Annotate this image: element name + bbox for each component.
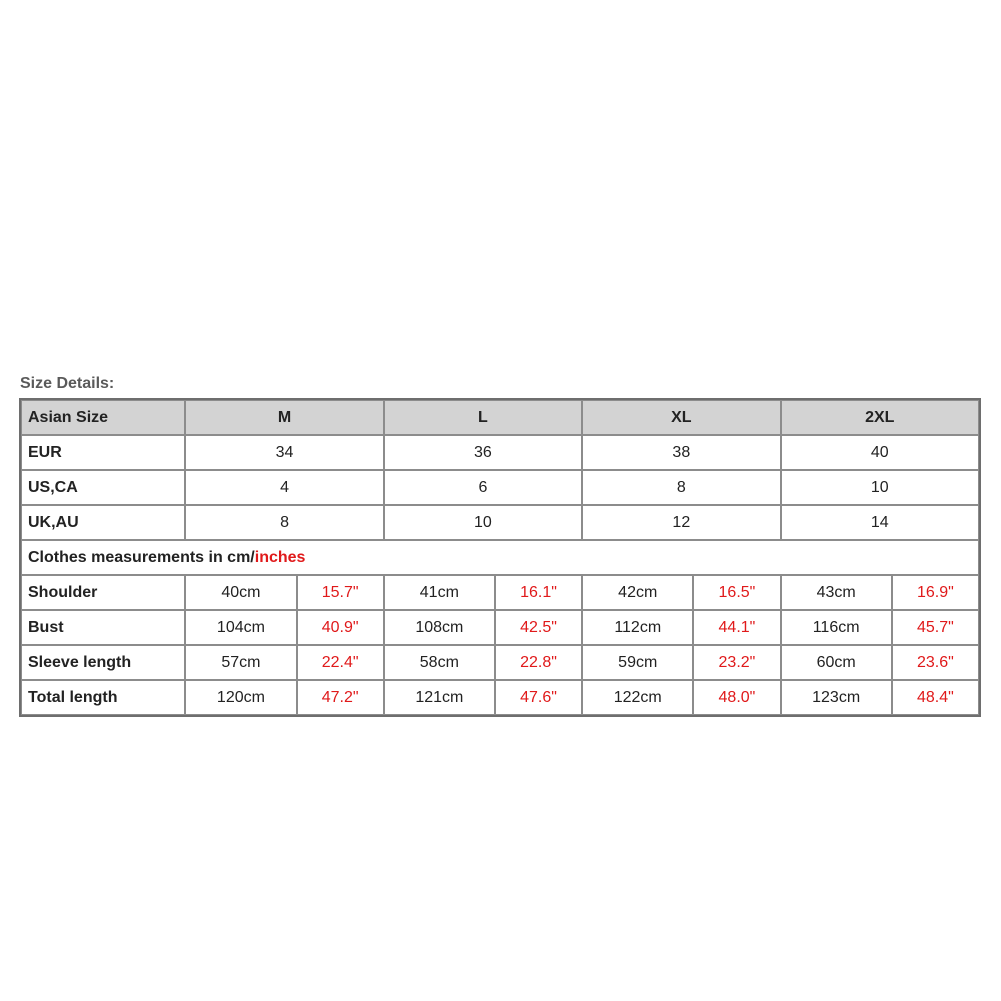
measurement-row xyxy=(21,575,979,610)
table-cell: 8 xyxy=(582,470,780,505)
cm-cell: 122cm xyxy=(582,680,693,715)
table-cell: 12 xyxy=(582,505,780,540)
cm-cell: 59cm xyxy=(582,645,693,680)
size-header-cell: L xyxy=(384,400,582,435)
cm-cell: 43cm xyxy=(781,575,892,610)
size-header-cell: 2XL xyxy=(781,400,979,435)
measurement-row xyxy=(21,680,979,715)
measurement-row xyxy=(21,610,979,645)
region-row xyxy=(21,435,979,470)
cm-cell: 121cm xyxy=(384,680,495,715)
size-header-cell: XL xyxy=(582,400,780,435)
row-label: Total length xyxy=(21,680,185,715)
inch-cell: 15.7" xyxy=(297,575,384,610)
row-label: US,CA xyxy=(21,470,185,505)
cm-cell: 57cm xyxy=(185,645,296,680)
table-cell: 40 xyxy=(781,435,979,470)
inch-cell: 16.1" xyxy=(495,575,582,610)
inch-cell: 47.2" xyxy=(297,680,384,715)
page-title: Size Details: xyxy=(20,375,115,392)
inch-cell: 23.2" xyxy=(693,645,780,680)
table-cell: 6 xyxy=(384,470,582,505)
inch-cell: 47.6" xyxy=(495,680,582,715)
section-row xyxy=(21,540,979,575)
cm-cell: 120cm xyxy=(185,680,296,715)
size-header-cell: M xyxy=(185,400,383,435)
size-chart-table xyxy=(19,398,981,717)
cm-cell: 112cm xyxy=(582,610,693,645)
inch-cell: 16.9" xyxy=(892,575,979,610)
inch-cell: 16.5" xyxy=(693,575,780,610)
cm-cell: 60cm xyxy=(781,645,892,680)
table-cell: 36 xyxy=(384,435,582,470)
row-label: Bust xyxy=(21,610,185,645)
cm-cell: 108cm xyxy=(384,610,495,645)
inch-cell: 22.8" xyxy=(495,645,582,680)
measurement-row xyxy=(21,645,979,680)
cm-cell: 123cm xyxy=(781,680,892,715)
inch-cell: 42.5" xyxy=(495,610,582,645)
cm-cell: 58cm xyxy=(384,645,495,680)
header-label: Asian Size xyxy=(21,400,185,435)
table-cell: 8 xyxy=(185,505,383,540)
section-heading-prefix: Clothes measurements in cm/ xyxy=(28,548,255,566)
cm-cell: 116cm xyxy=(781,610,892,645)
row-label: Shoulder xyxy=(21,575,185,610)
inch-cell: 23.6" xyxy=(892,645,979,680)
section-heading-highlight: inches xyxy=(254,548,306,566)
region-row xyxy=(21,470,979,505)
row-label: Sleeve length xyxy=(21,645,185,680)
row-label: UK,AU xyxy=(21,505,185,540)
table-cell: 38 xyxy=(582,435,780,470)
table-cell: 10 xyxy=(384,505,582,540)
inch-cell: 45.7" xyxy=(892,610,979,645)
table-cell: 4 xyxy=(185,470,383,505)
cm-cell: 104cm xyxy=(185,610,296,645)
table-cell: 14 xyxy=(781,505,979,540)
inch-cell: 48.0" xyxy=(693,680,780,715)
cm-cell: 41cm xyxy=(384,575,495,610)
cm-cell: 42cm xyxy=(582,575,693,610)
inch-cell: 44.1" xyxy=(693,610,780,645)
section-heading xyxy=(21,540,979,575)
size-header-row xyxy=(21,400,979,435)
inch-cell: 40.9" xyxy=(297,610,384,645)
region-row xyxy=(21,505,979,540)
inch-cell: 48.4" xyxy=(892,680,979,715)
inch-cell: 22.4" xyxy=(297,645,384,680)
row-label: EUR xyxy=(21,435,185,470)
cm-cell: 40cm xyxy=(185,575,296,610)
table-cell: 34 xyxy=(185,435,383,470)
table-cell: 10 xyxy=(781,470,979,505)
